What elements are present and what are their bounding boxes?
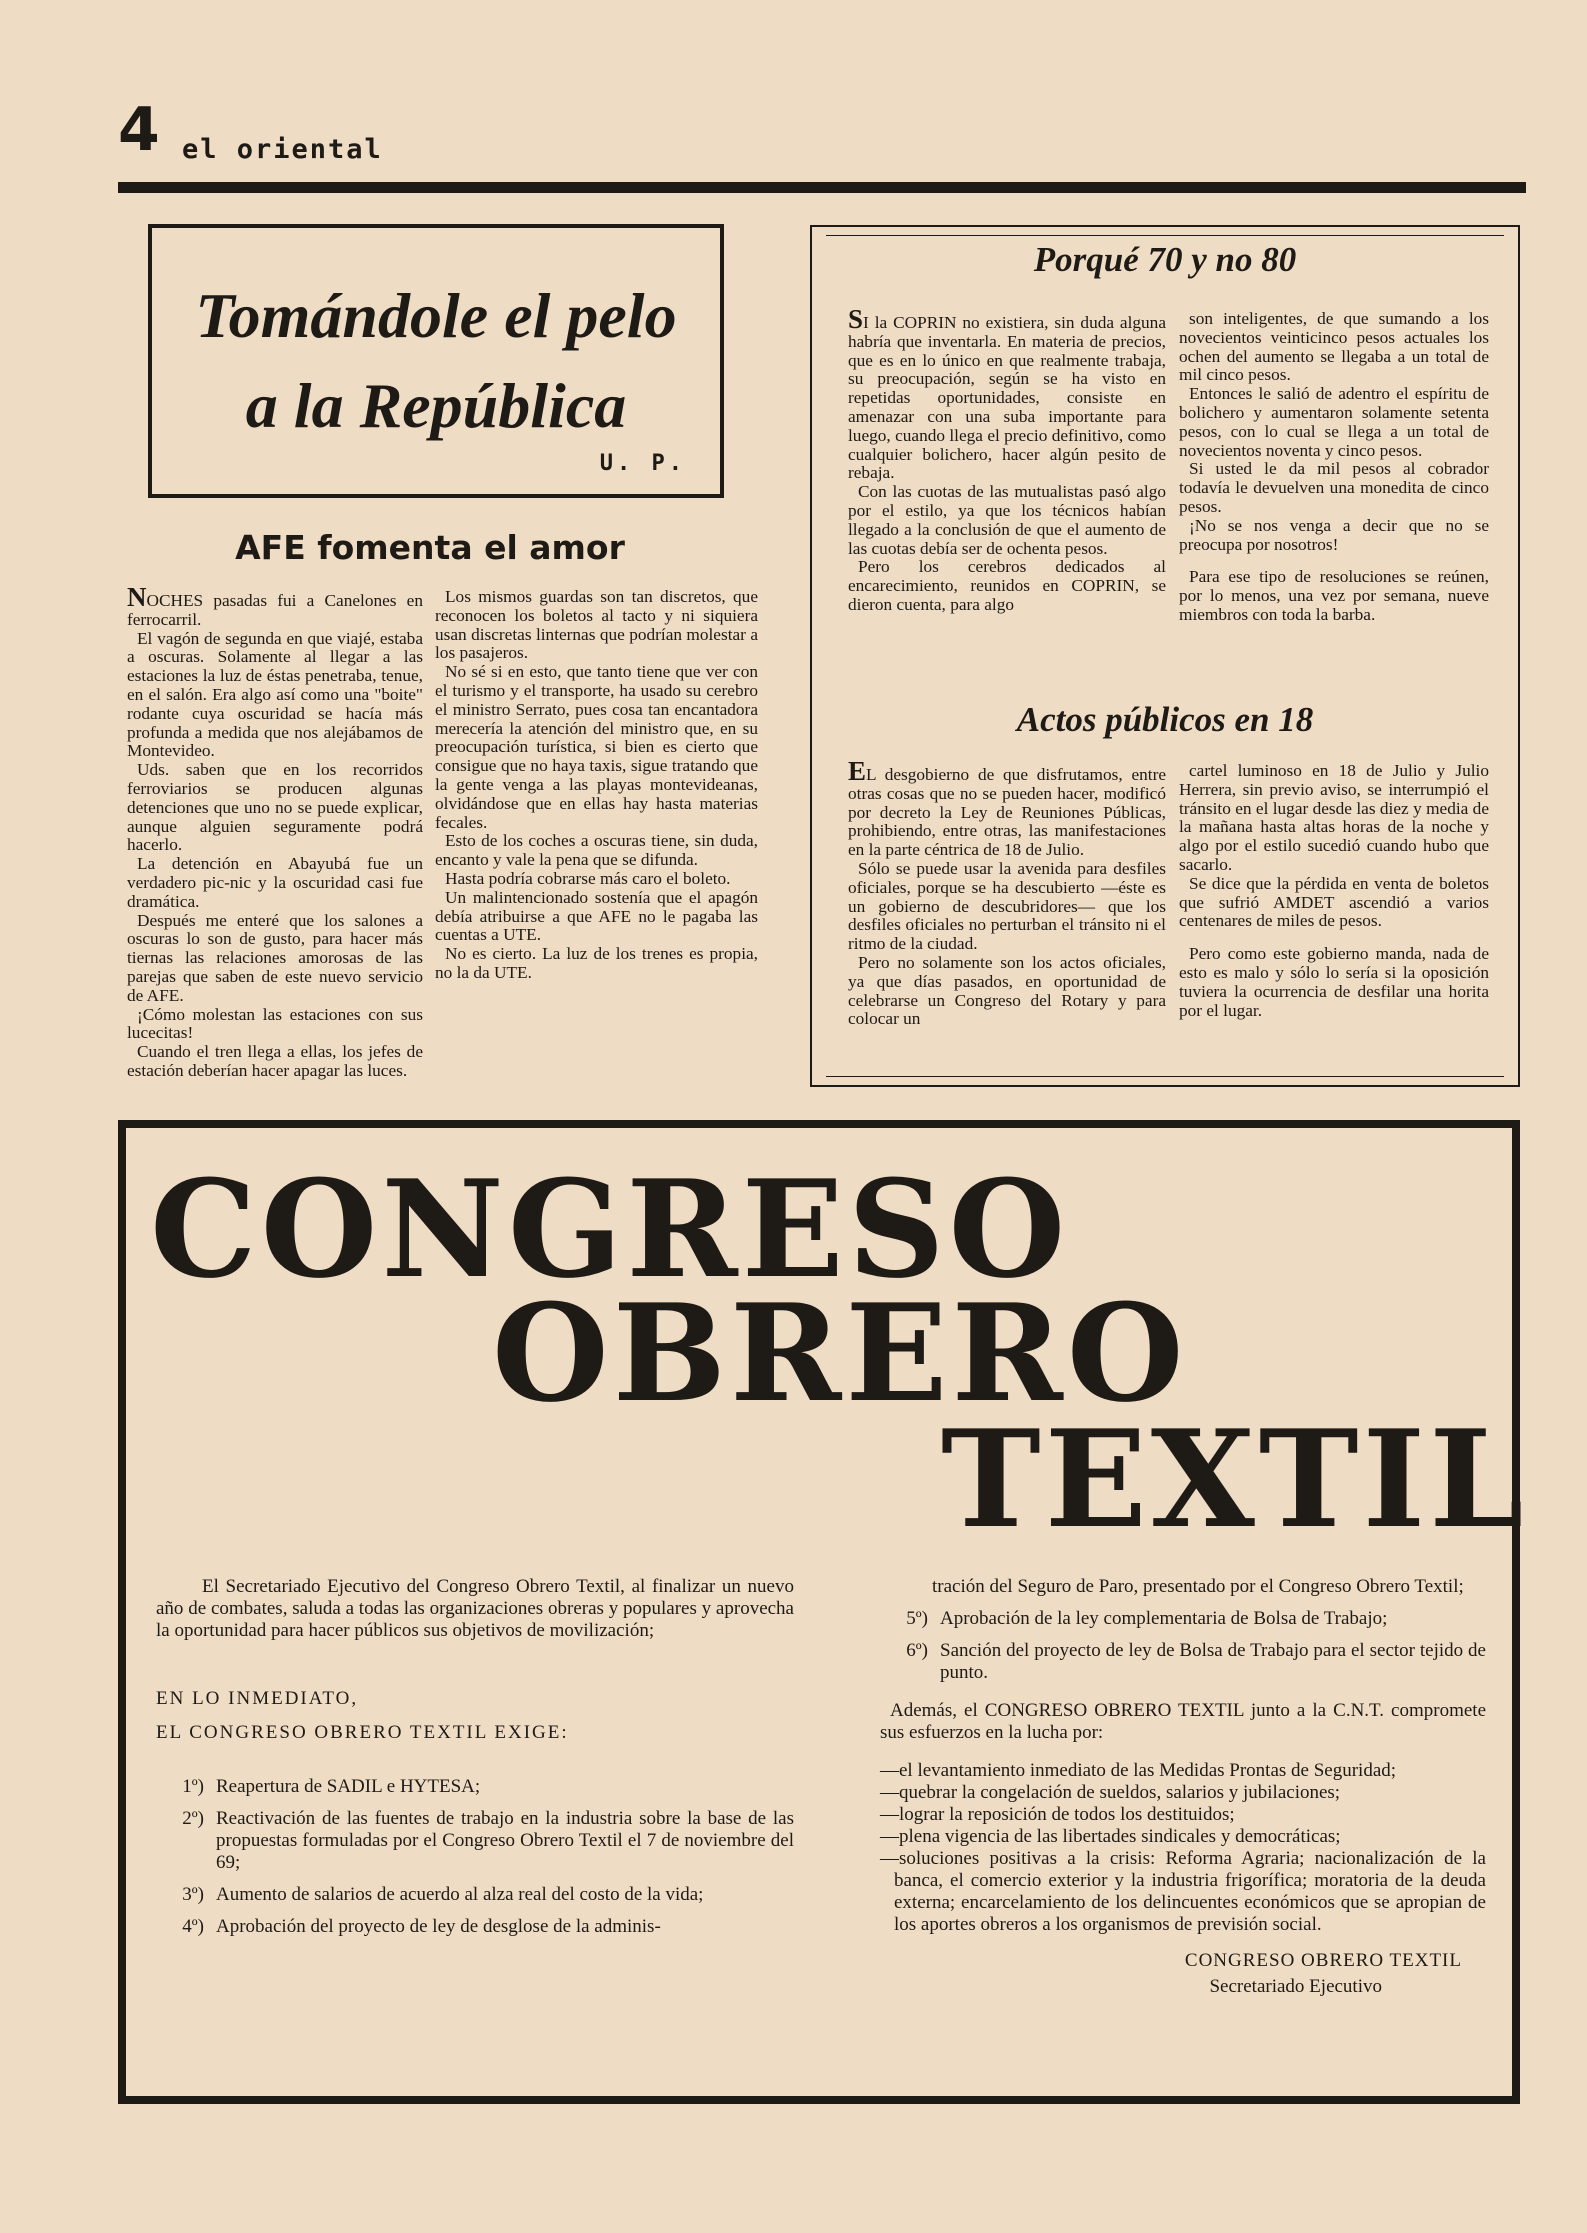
article-paragraph: No es cierto. La luz de los trenes es propia, no la da UTE. xyxy=(435,944,758,982)
ad-word-textil: TEXTIL xyxy=(941,1400,1528,1558)
article-paragraph: Cuando el tren llega a ellas, los jefes de estación deberían hacer apagar las luces. xyxy=(127,1042,423,1080)
page-number: 4 xyxy=(118,95,160,165)
article-paragraph: Se dice que la pérdida en venta de boletos que sufrió AMDET ascendió a varios centenares de miles de pesos. xyxy=(1179,873,1489,931)
column-title-box xyxy=(148,224,724,498)
article-paragraph: Un malintencionado sostenía que el apagón debía atribuirse a que AFE no le pagaba las cuentas a UTE. xyxy=(435,887,758,945)
article-paragraph: EL desgobierno de que disfrutamos, entre otras cosas que no se pueden hacer, modificó por decreto la Ley de Reuniones Públicas, prohibiendo, entre otras, las manifestaciones en la parte céntrica de 18 de Julio. xyxy=(848,756,1166,860)
ad-struggle-4: —plena vigencia de las libertades sindicales y democráticas; xyxy=(880,1826,1341,1847)
porque-column-2 xyxy=(1179,310,1489,625)
article-paragraph: ¡Cómo molestan las estaciones con sus lucecitas! xyxy=(127,1004,423,1043)
newspaper-name: el oriental xyxy=(182,134,383,165)
ad-struggle-1: —el levantamiento inmediato de las Medidas Prontas de Seguridad; xyxy=(880,1760,1397,1781)
article-paragraph: Para ese tipo de resoluciones se reúnen, por lo menos, una vez por semana, nueve miembros con toda la barba. xyxy=(1179,567,1489,624)
ad-demand-3: 3º) Aumento de salarios de acuerdo al alza real del costo de la vida; xyxy=(182,1884,704,1905)
article-paragraph: Los mismos guardas son tan discretos, que reconocen los boletos al tacto y ni siquiera usan discretas linternas que podrían molestar a los pasajeros. xyxy=(435,587,758,663)
ad-word-congreso: CONGRESO xyxy=(150,1150,1070,1308)
ad-signature: CONGRESO OBRERO TEXTIL xyxy=(1184,1950,1462,1971)
article-paragraph: SI la COPRIN no existiera, sin duda alguna habría que inventarla. En materia de precios, que es en lo único en que realmente trabaja, su preocupación, según se ha visto en repetidas oportunidades, consiste en amenazar con una suba importante para luego, cuando llega el precio definitivo, como cualquier bolichero, hacer algún pesito de rebaja. xyxy=(848,304,1166,483)
actos-headline: Actos públicos en 18 xyxy=(1016,700,1314,739)
article-paragraph: cartel luminoso en 18 de Julio y Julio Herrera, sin previo aviso, se interrumpió el tránsito en el lugar desde las diez y media de la mañana hasta altas horas de la noche y algo por el estilo sucedió cuando hubo que sacarlo. xyxy=(1179,761,1489,874)
ad-struggle-5: —soluciones positivas a la crisis: Reforma Agraria; nacionalización de la banca, el comercio exterior y la industria frigorífica; moratoria de la deuda externa; encarcelamiento de los delincuentes económicos que se apropian de los aportes obreros a los organismos de previsión social. xyxy=(880,1848,1486,1935)
ad-inmediato-2: EL CONGRESO OBRERO TEXTIL EXIGE: xyxy=(156,1722,569,1743)
article-paragraph: Pero los cerebros dedicados al encarecimiento, reunidos en COPRIN, se dieron cuenta, para algo xyxy=(848,557,1166,614)
ad-right-column xyxy=(880,1576,1486,1998)
ad-inmediato-1: EN LO INMEDIATO, xyxy=(156,1688,359,1709)
column-byline: U. P. xyxy=(599,451,686,476)
article-paragraph: Hasta podría cobrarse más caro el boleto. xyxy=(445,868,731,888)
article-paragraph: Entonces le salió de adentro el espíritu de bolichero y aumentaron solamente setenta pesos, con lo cual se llega a un total de novecientos noventa y cinco pesos. xyxy=(1179,384,1489,460)
article-paragraph: Pero como este gobierno manda, nada de esto es malo y sólo lo sería si la oposición tuviera la ocurrencia de desfilar una horita por el lugar. xyxy=(1179,944,1489,1020)
column-title-line2: a la República xyxy=(245,370,627,441)
column-title-line1: Tomándole el pelo xyxy=(195,280,677,351)
actos-column-1 xyxy=(848,756,1166,1029)
article-paragraph: Si usted le da mil pesos al cobrador todavía le devuelven una monedita de cinco pesos. xyxy=(1179,459,1489,516)
ad-word-obrero: OBRERO xyxy=(492,1274,1188,1432)
ad-left-column xyxy=(156,1576,794,1938)
article-paragraph: El vagón de segunda en que viajé, estaba a oscuras. Solamente al llegar a las estaciones la luz de éstas penetraba, tenue, en el salón. Era algo así como una "boite" rodante cuya oscuridad se hacía más profunda a medida que nos alejábamos de Montevideo. xyxy=(127,628,423,761)
ad-demand-4: 4º) Aprobación del proyecto de ley de desglose de la adminis- xyxy=(182,1916,661,1937)
article-paragraph: Esto de los coches a oscuras tiene, sin duda, encanto y vale la pena que se difunda. xyxy=(435,831,758,870)
header-rule xyxy=(118,182,1526,193)
ad-ademas: Además, el CONGRESO OBRERO TEXTIL junto a la C.N.T. compromete sus esfuerzos en la lucha por: xyxy=(880,1700,1486,1743)
actos-column-2 xyxy=(1179,762,1489,1020)
drop-cap: N xyxy=(127,582,147,612)
ad-demand-4-continued: tración del Seguro de Paro, presentado por el Congreso Obrero Textil; xyxy=(932,1576,1464,1597)
article-paragraph: Después me enteré que los salones a oscuras lo son de gusto, para hacer más tiernas las relaciones amorosas de las parejas que saben de este nuevo servicio de AFE. xyxy=(127,910,423,1005)
ad-signature-sub: Secretariado Ejecutivo xyxy=(1209,1976,1382,1997)
box-inner-rule-top xyxy=(826,235,1504,236)
afe-column-1 xyxy=(127,582,423,1081)
porque-column-1 xyxy=(848,304,1166,615)
ad-demand-2: 2º) Reactivación de las fuentes de trabajo en la industria sobre la base de las propuestas formuladas por el Congreso Obrero Textil el 7 de noviembre del 69; xyxy=(182,1808,794,1873)
ad-demand-6: 6º) Sanción del proyecto de ley de Bolsa de Trabajo para el sector tejido de punto. xyxy=(906,1640,1486,1683)
article-paragraph: Sólo se puede usar la avenida para desfiles oficiales, porque se ha descubierto —éste es un gobierno de descubridores— que los desfiles oficiales no perturban el tránsito ni el ritmo de la ciudad. xyxy=(848,858,1166,954)
article-paragraph: NOCHES pasadas fui a Canelones en ferrocarril. xyxy=(127,582,423,629)
article-paragraph: Con las cuotas de las mutualistas pasó algo por el estilo, ya que los técnicos habían llegado a la conclusión de que el aumento de las cuotas debía ser de ochenta pesos. xyxy=(848,482,1166,558)
article-paragraph: La detención en Abayubá fue un verdadero pic-nic y la oscuridad casi fue dramática. xyxy=(127,854,423,911)
article-paragraph: No sé si en esto, que tanto tiene que ver con el turismo y el transporte, ha usado su cerebro el ministro Serrato, pues cosa tan encantadora merecería la atención del ministro que, en su preocupación turística, si bien es cierto que consigue que no haya taxis, sigue tratando que la gente venga a las playas montevideanas, olvidándose que en ellas hay hasta materias fecales. xyxy=(435,662,758,832)
ad-struggle-2: —quebrar la congelación de sueldos, salarios y jubilaciones; xyxy=(880,1782,1341,1803)
article-paragraph: Pero no solamente son los actos oficiales, ya que días pasados, en oportunidad de celebrarse un Congreso del Rotary y para colocar un xyxy=(848,952,1166,1029)
afe-column-2 xyxy=(435,588,758,983)
article-paragraph: son inteligentes, de que sumando a los novecientos veinticinco pesos actuales los ochen del aumento se llegaba a un total de mil cinco pesos. xyxy=(1179,309,1489,385)
drop-cap: S xyxy=(848,304,864,334)
drop-cap: E xyxy=(848,756,867,786)
afe-headline: AFE fomenta el amor xyxy=(235,528,625,567)
box-inner-rule-bottom xyxy=(826,1076,1504,1077)
article-paragraph: ¡No se nos venga a decir que no se preocupa por nosotros! xyxy=(1179,515,1489,554)
ad-demand-5: 5º) Aprobación de la ley complementaria de Bolsa de Trabajo; xyxy=(906,1608,1388,1629)
ad-intro: El Secretariado Ejecutivo del Congreso Obrero Textil, al finalizar un nuevo año de combates, saluda a todas las organizaciones obreras y populares y aprovecha la oportunidad para hacer públicos sus objetivos de movilización; xyxy=(156,1576,794,1641)
article-paragraph: Uds. saben que en los recorridos ferroviarios se producen algunas detenciones que uno no se puede explicar, aunque alguien seguramente podrá hacerlo. xyxy=(127,760,423,855)
porque-headline: Porqué 70 y no 80 xyxy=(1033,240,1297,279)
ad-struggle-3: —lograr la reposición de todos los destituidos; xyxy=(880,1804,1235,1825)
ad-demand-1: 1º) Reapertura de SADIL e HYTESA; xyxy=(182,1776,481,1797)
